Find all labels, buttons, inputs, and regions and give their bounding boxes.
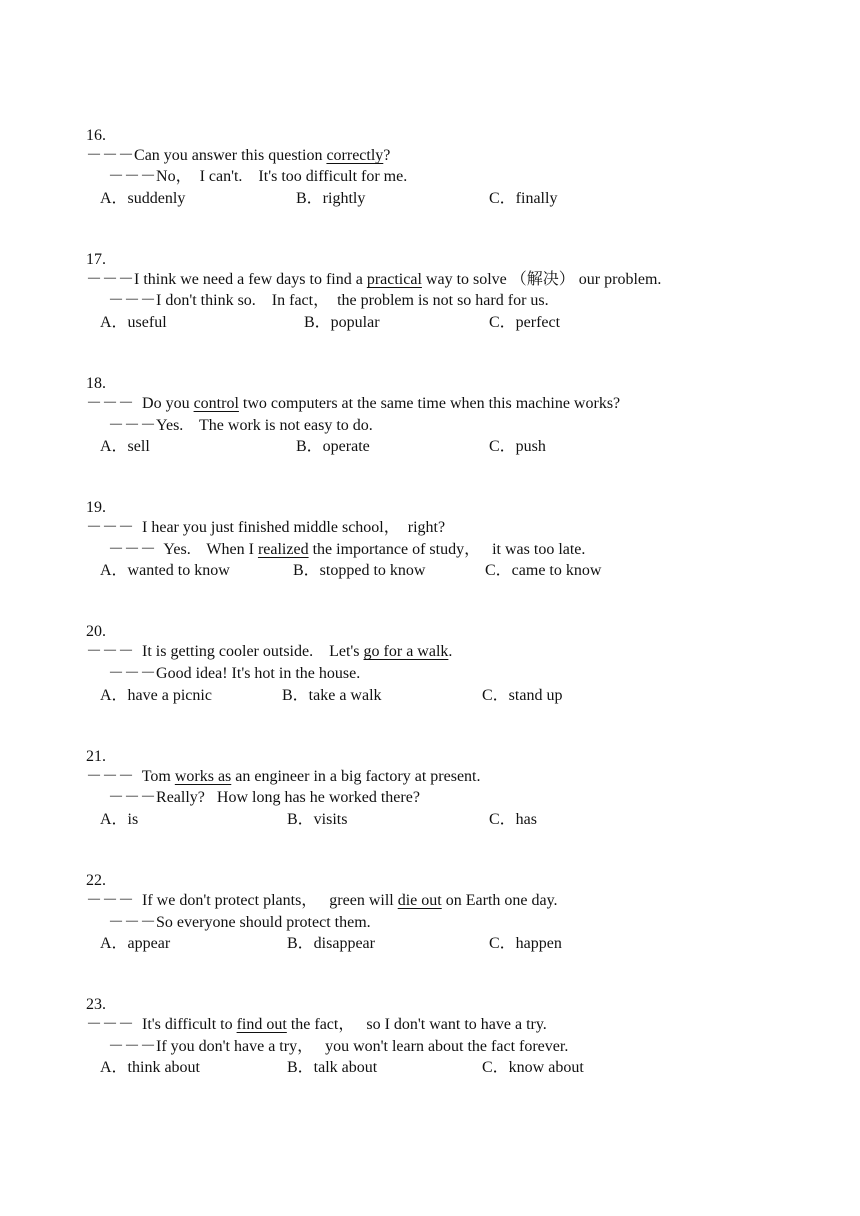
option-a[interactable]: A．useful: [100, 314, 167, 331]
option-c[interactable]: C．came to know: [485, 562, 602, 579]
dash: －－－: [108, 914, 157, 931]
question-text-end: an engineer in a big factory at present.: [231, 768, 481, 785]
option-c[interactable]: C．push: [489, 438, 546, 455]
underlined-word: find out: [236, 1016, 287, 1033]
question-text: I hear you just finished middle school， right?: [134, 519, 446, 536]
question-text: I think we need a few days to find a: [134, 271, 367, 288]
option-c[interactable]: C．know about: [482, 1059, 584, 1076]
question-text: If we don't protect plants， green will: [134, 892, 398, 909]
answer-text: Yes. When I: [156, 541, 258, 558]
option-b[interactable]: B．rightly: [296, 190, 366, 207]
question-number: 16.: [86, 127, 106, 144]
option-b[interactable]: B．talk about: [287, 1059, 378, 1076]
option-c[interactable]: C．has: [489, 811, 538, 828]
dash: －－－: [108, 1038, 157, 1055]
question-text: Do you: [134, 395, 194, 412]
option-a[interactable]: A．is: [100, 811, 139, 828]
answer-text: Good idea! It's hot in the house.: [156, 665, 361, 682]
option-a[interactable]: A．think about: [100, 1059, 200, 1076]
answer-text: If you don't have a try， you won't learn about the fact forever.: [156, 1038, 569, 1055]
answer-text-end: the importance of study， it was too late.: [308, 541, 586, 558]
answer-20: [100, 644, 360, 684]
answer-19: [100, 520, 585, 560]
dash: －－－: [86, 395, 135, 412]
answer-16: [100, 147, 407, 187]
dash: －－－: [86, 271, 135, 288]
option-b[interactable]: B．stopped to know: [293, 562, 426, 579]
question-number: 20.: [86, 623, 106, 640]
question-text-end: the fact， so I don't want to have a try.: [286, 1016, 547, 1033]
option-a[interactable]: A．suddenly: [100, 190, 186, 207]
dash: －－－: [86, 643, 135, 660]
option-b[interactable]: B．take a walk: [282, 687, 382, 704]
underlined-word: correctly: [326, 147, 384, 164]
answer-text: No， I can't. It's too difficult for me.: [156, 168, 408, 185]
question-number: 19.: [86, 499, 106, 516]
question-text: It's difficult to: [134, 1016, 237, 1033]
question-text-end: .: [448, 643, 453, 660]
question-number: 21.: [86, 748, 106, 765]
option-a[interactable]: A．wanted to know: [100, 562, 230, 579]
option-a[interactable]: A．sell: [100, 438, 150, 455]
question-number: 18.: [86, 375, 106, 392]
answer-22: [100, 893, 371, 933]
dash: －－－: [108, 417, 157, 434]
underlined-word: practical: [366, 271, 422, 288]
dash: －－－: [86, 892, 135, 909]
answer-text: Really? How long has he worked there?: [156, 789, 420, 806]
answer-21: [100, 768, 420, 808]
option-b[interactable]: B．operate: [296, 438, 370, 455]
dash: －－－: [86, 768, 135, 785]
option-a[interactable]: A．have a picnic: [100, 687, 212, 704]
question-text-end: way to solve （解决） our problem.: [421, 271, 662, 288]
question-text: Tom: [134, 768, 175, 785]
dash: －－－: [108, 665, 157, 682]
option-c[interactable]: C．finally: [489, 190, 558, 207]
answer-text: So everyone should protect them.: [156, 914, 371, 931]
option-b[interactable]: B．visits: [287, 811, 348, 828]
option-b[interactable]: B．popular: [304, 314, 380, 331]
underlined-word: control: [193, 395, 239, 412]
dash: －－－: [108, 789, 157, 806]
answer-23: [100, 1017, 568, 1057]
underlined-word: realized: [257, 541, 309, 558]
underlined-word: works as: [174, 768, 232, 785]
dash: －－－: [86, 519, 135, 536]
question-text-end: on Earth one day.: [441, 892, 558, 909]
dash: －－－: [108, 168, 157, 185]
question-text: It is getting cooler outside. Let's: [134, 643, 364, 660]
question-text-end: two computers at the same time when this machine works?: [238, 395, 621, 412]
underlined-word: die out: [397, 892, 442, 909]
answer-17: [100, 271, 549, 311]
answer-18: [100, 396, 373, 436]
dash: －－－: [86, 1016, 135, 1033]
answer-text: I don't think so. In fact， the problem is not so hard for us.: [156, 292, 549, 309]
question-text-end: ?: [383, 147, 391, 164]
option-a[interactable]: A．appear: [100, 935, 171, 952]
dash: －－－: [108, 292, 157, 309]
answer-text: Yes. The work is not easy to do.: [156, 417, 373, 434]
option-c[interactable]: C．stand up: [482, 687, 563, 704]
dash: －－－: [86, 147, 135, 164]
option-c[interactable]: C．perfect: [489, 314, 561, 331]
option-b[interactable]: B．disappear: [287, 935, 375, 952]
underlined-word: go for a walk: [363, 643, 449, 660]
option-c[interactable]: C．happen: [489, 935, 562, 952]
question-number: 17.: [86, 251, 106, 268]
dash: －－－: [108, 541, 157, 558]
question-text: Can you answer this question: [134, 147, 327, 164]
question-number: 22.: [86, 872, 106, 889]
question-number: 23.: [86, 996, 106, 1013]
